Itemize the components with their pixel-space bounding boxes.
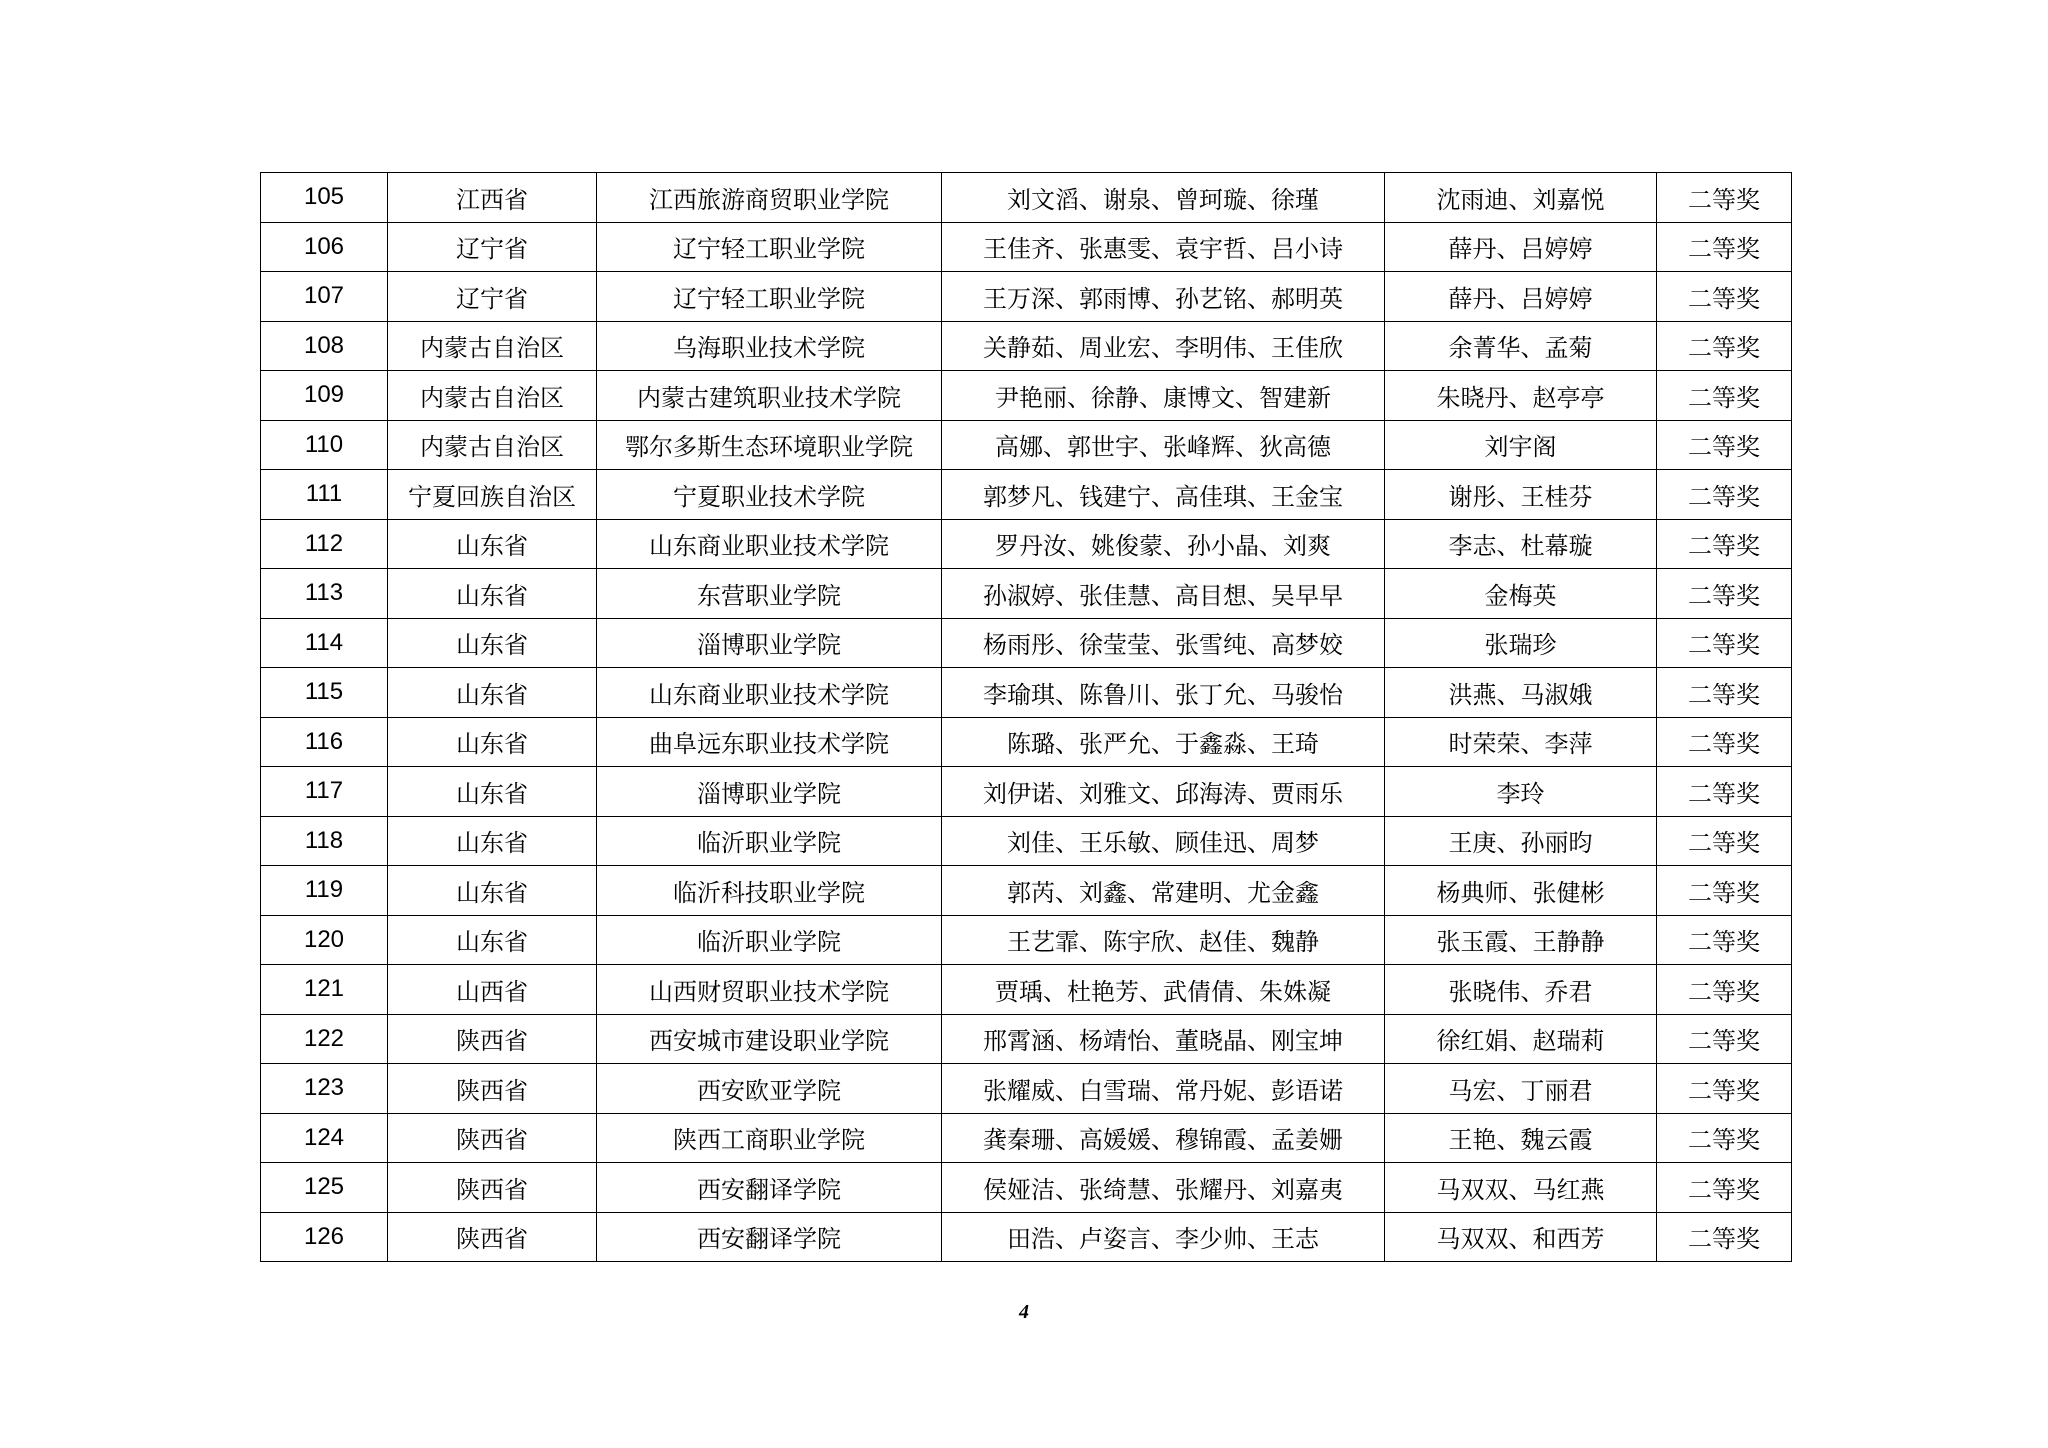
cell-students: 刘伊诺、刘雅文、邱海涛、贾雨乐 <box>942 767 1385 817</box>
table-row <box>261 420 1792 470</box>
cell-award: 二等奖 <box>1657 272 1792 322</box>
cell-teachers: 张瑞珍 <box>1385 618 1657 668</box>
cell-students: 田浩、卢姿言、李少帅、王志 <box>942 1212 1385 1262</box>
cell-number: 120 <box>261 915 388 965</box>
cell-province: 陕西省 <box>388 1163 597 1213</box>
page-number: 4 <box>1019 1301 1029 1323</box>
cell-teachers: 金梅英 <box>1385 569 1657 619</box>
cell-teachers: 朱晓丹、赵亭亭 <box>1385 371 1657 421</box>
cell-school: 乌海职业技术学院 <box>597 321 942 371</box>
cell-school: 江西旅游商贸职业学院 <box>597 173 942 223</box>
cell-teachers: 杨典师、张健彬 <box>1385 866 1657 916</box>
table-row <box>261 321 1792 371</box>
cell-teachers: 张玉霞、王静静 <box>1385 915 1657 965</box>
cell-province: 山东省 <box>388 767 597 817</box>
cell-school: 陕西工商职业学院 <box>597 1113 942 1163</box>
table-row <box>261 965 1792 1015</box>
cell-school: 临沂职业学院 <box>597 915 942 965</box>
table-row <box>261 272 1792 322</box>
cell-school: 西安城市建设职业学院 <box>597 1014 942 1064</box>
cell-number: 119 <box>261 866 388 916</box>
cell-teachers: 刘宇阁 <box>1385 420 1657 470</box>
table-row <box>261 618 1792 668</box>
table-body <box>261 173 1792 1262</box>
cell-number: 123 <box>261 1064 388 1114</box>
table-row <box>261 668 1792 718</box>
cell-province: 山东省 <box>388 569 597 619</box>
cell-school: 鄂尔多斯生态环境职业学院 <box>597 420 942 470</box>
cell-school: 西安翻译学院 <box>597 1212 942 1262</box>
cell-teachers: 沈雨迪、刘嘉悦 <box>1385 173 1657 223</box>
cell-province: 宁夏回族自治区 <box>388 470 597 520</box>
table-row <box>261 519 1792 569</box>
cell-number: 110 <box>261 420 388 470</box>
cell-students: 刘佳、王乐敏、顾佳迅、周梦 <box>942 816 1385 866</box>
cell-number: 117 <box>261 767 388 817</box>
table-row <box>261 717 1792 767</box>
cell-students: 王艺霏、陈宇欣、赵佳、魏静 <box>942 915 1385 965</box>
cell-number: 124 <box>261 1113 388 1163</box>
cell-province: 山东省 <box>388 668 597 718</box>
cell-award: 二等奖 <box>1657 321 1792 371</box>
cell-province: 山东省 <box>388 618 597 668</box>
cell-award: 二等奖 <box>1657 420 1792 470</box>
table-row <box>261 767 1792 817</box>
cell-teachers: 谢彤、王桂芬 <box>1385 470 1657 520</box>
cell-school: 东营职业学院 <box>597 569 942 619</box>
cell-number: 118 <box>261 816 388 866</box>
table-row <box>261 1163 1792 1213</box>
cell-award: 二等奖 <box>1657 371 1792 421</box>
cell-award: 二等奖 <box>1657 1064 1792 1114</box>
cell-number: 109 <box>261 371 388 421</box>
cell-award: 二等奖 <box>1657 816 1792 866</box>
cell-teachers: 马宏、丁丽君 <box>1385 1064 1657 1114</box>
cell-students: 孙淑婷、张佳慧、高目想、吴早早 <box>942 569 1385 619</box>
award-table <box>260 172 1792 1262</box>
cell-students: 杨雨彤、徐莹莹、张雪纯、高梦姣 <box>942 618 1385 668</box>
cell-students: 龚秦珊、高媛媛、穆锦霞、孟姜姗 <box>942 1113 1385 1163</box>
table-row <box>261 173 1792 223</box>
cell-school: 淄博职业学院 <box>597 767 942 817</box>
cell-school: 淄博职业学院 <box>597 618 942 668</box>
cell-teachers: 李玲 <box>1385 767 1657 817</box>
cell-province: 陕西省 <box>388 1064 597 1114</box>
cell-number: 114 <box>261 618 388 668</box>
cell-award: 二等奖 <box>1657 569 1792 619</box>
cell-award: 二等奖 <box>1657 1163 1792 1213</box>
cell-number: 111 <box>261 470 388 520</box>
cell-students: 郭芮、刘鑫、常建明、尤金鑫 <box>942 866 1385 916</box>
cell-number: 112 <box>261 519 388 569</box>
table-row <box>261 470 1792 520</box>
cell-students: 关静茹、周业宏、李明伟、王佳欣 <box>942 321 1385 371</box>
cell-number: 126 <box>261 1212 388 1262</box>
cell-school: 山西财贸职业技术学院 <box>597 965 942 1015</box>
cell-award: 二等奖 <box>1657 1212 1792 1262</box>
cell-number: 125 <box>261 1163 388 1213</box>
cell-province: 山东省 <box>388 816 597 866</box>
cell-province: 陕西省 <box>388 1113 597 1163</box>
cell-province: 内蒙古自治区 <box>388 321 597 371</box>
cell-province: 辽宁省 <box>388 222 597 272</box>
table-row <box>261 569 1792 619</box>
cell-teachers: 徐红娟、赵瑞莉 <box>1385 1014 1657 1064</box>
cell-teachers: 张晓伟、乔君 <box>1385 965 1657 1015</box>
cell-province: 内蒙古自治区 <box>388 371 597 421</box>
cell-students: 郭梦凡、钱建宁、高佳琪、王金宝 <box>942 470 1385 520</box>
cell-students: 张耀威、白雪瑞、常丹妮、彭语诺 <box>942 1064 1385 1114</box>
cell-province: 山东省 <box>388 717 597 767</box>
cell-number: 116 <box>261 717 388 767</box>
cell-province: 陕西省 <box>388 1014 597 1064</box>
cell-province: 山东省 <box>388 519 597 569</box>
table-row <box>261 1064 1792 1114</box>
table-row <box>261 816 1792 866</box>
cell-award: 二等奖 <box>1657 222 1792 272</box>
cell-school: 山东商业职业技术学院 <box>597 668 942 718</box>
table-row <box>261 1014 1792 1064</box>
cell-number: 113 <box>261 569 388 619</box>
cell-province: 内蒙古自治区 <box>388 420 597 470</box>
cell-teachers: 时荣荣、李萍 <box>1385 717 1657 767</box>
table-row <box>261 222 1792 272</box>
cell-number: 108 <box>261 321 388 371</box>
cell-province: 山东省 <box>388 915 597 965</box>
cell-students: 王万深、郭雨博、孙艺铭、郝明英 <box>942 272 1385 322</box>
cell-teachers: 薛丹、吕婷婷 <box>1385 272 1657 322</box>
cell-teachers: 马双双、和西芳 <box>1385 1212 1657 1262</box>
cell-teachers: 薛丹、吕婷婷 <box>1385 222 1657 272</box>
cell-province: 山西省 <box>388 965 597 1015</box>
cell-award: 二等奖 <box>1657 717 1792 767</box>
table-row <box>261 371 1792 421</box>
table-row <box>261 866 1792 916</box>
cell-students: 邢霄涵、杨靖怡、董晓晶、刚宝坤 <box>942 1014 1385 1064</box>
cell-school: 西安欧亚学院 <box>597 1064 942 1114</box>
cell-students: 李瑜琪、陈鲁川、张丁允、马骏怡 <box>942 668 1385 718</box>
cell-students: 陈璐、张严允、于鑫淼、王琦 <box>942 717 1385 767</box>
cell-school: 辽宁轻工职业学院 <box>597 272 942 322</box>
cell-school: 山东商业职业技术学院 <box>597 519 942 569</box>
cell-school: 临沂职业学院 <box>597 816 942 866</box>
cell-number: 105 <box>261 173 388 223</box>
cell-school: 内蒙古建筑职业技术学院 <box>597 371 942 421</box>
cell-award: 二等奖 <box>1657 470 1792 520</box>
cell-award: 二等奖 <box>1657 1014 1792 1064</box>
cell-award: 二等奖 <box>1657 767 1792 817</box>
cell-students: 侯娅洁、张绮慧、张耀丹、刘嘉夷 <box>942 1163 1385 1213</box>
cell-province: 山东省 <box>388 866 597 916</box>
cell-number: 121 <box>261 965 388 1015</box>
cell-province: 辽宁省 <box>388 272 597 322</box>
cell-award: 二等奖 <box>1657 519 1792 569</box>
cell-students: 尹艳丽、徐静、康博文、智建新 <box>942 371 1385 421</box>
cell-students: 贾瑀、杜艳芳、武倩倩、朱姝凝 <box>942 965 1385 1015</box>
cell-award: 二等奖 <box>1657 668 1792 718</box>
cell-teachers: 余菁华、孟菊 <box>1385 321 1657 371</box>
cell-students: 高娜、郭世宇、张峰辉、狄高德 <box>942 420 1385 470</box>
cell-teachers: 马双双、马红燕 <box>1385 1163 1657 1213</box>
cell-award: 二等奖 <box>1657 866 1792 916</box>
table-row <box>261 1212 1792 1262</box>
cell-award: 二等奖 <box>1657 1113 1792 1163</box>
cell-teachers: 王艳、魏云霞 <box>1385 1113 1657 1163</box>
cell-school: 西安翻译学院 <box>597 1163 942 1213</box>
cell-students: 王佳齐、张惠雯、袁宇哲、吕小诗 <box>942 222 1385 272</box>
cell-number: 107 <box>261 272 388 322</box>
cell-students: 刘文滔、谢泉、曾珂璇、徐瑾 <box>942 173 1385 223</box>
cell-province: 江西省 <box>388 173 597 223</box>
cell-award: 二等奖 <box>1657 618 1792 668</box>
cell-teachers: 洪燕、马淑娥 <box>1385 668 1657 718</box>
cell-award: 二等奖 <box>1657 173 1792 223</box>
cell-award: 二等奖 <box>1657 965 1792 1015</box>
cell-province: 陕西省 <box>388 1212 597 1262</box>
table-row <box>261 1113 1792 1163</box>
cell-number: 115 <box>261 668 388 718</box>
cell-number: 122 <box>261 1014 388 1064</box>
cell-school: 辽宁轻工职业学院 <box>597 222 942 272</box>
cell-number: 106 <box>261 222 388 272</box>
table-row <box>261 915 1792 965</box>
cell-students: 罗丹汝、姚俊蒙、孙小晶、刘爽 <box>942 519 1385 569</box>
cell-school: 宁夏职业技术学院 <box>597 470 942 520</box>
cell-award: 二等奖 <box>1657 915 1792 965</box>
cell-school: 曲阜远东职业技术学院 <box>597 717 942 767</box>
cell-teachers: 王庚、孙丽昀 <box>1385 816 1657 866</box>
cell-teachers: 李志、杜幕璇 <box>1385 519 1657 569</box>
cell-school: 临沂科技职业学院 <box>597 866 942 916</box>
